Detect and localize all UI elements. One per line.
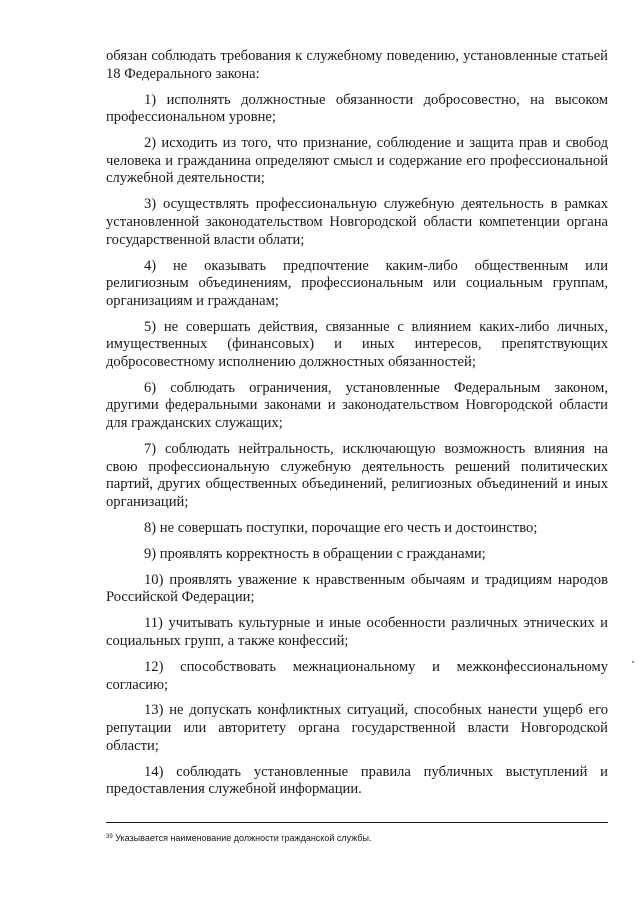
list-item-3: 3) осуществлять профессиональную служебную деятельность в рамках установленной законодательством Новгородской области компетенции органа государственной власти облати; bbox=[106, 196, 608, 248]
footnote-text: Указывается наименование должности гражданской службы. bbox=[115, 833, 372, 843]
list-item-7: 7) соблюдать нейтральность, исключающую возможность влияния на свою профессиональную служебную деятельность решений политических партий, других общественных объединений, религиозных объединений и иных организаций; bbox=[106, 441, 608, 510]
list-item-5: 5) не совершать действия, связанные с влиянием каких-либо личных, имущественных (финансовых) и иных интересов, препятствующих добросовестному исполнению должностных обязанностей; bbox=[106, 318, 608, 370]
footnote bbox=[106, 832, 608, 844]
list-item-9: 9) проявлять корректность в обращении с гражданами; bbox=[144, 545, 486, 562]
list-item-1: 1) исполнять должностные обязанности добросовестно, на высоком профессиональном уровне; bbox=[106, 91, 608, 126]
list-item-11: 11) учитывать культурные и иные особенности различных этнических и социальных групп, а также конфессий; bbox=[106, 615, 608, 649]
list-item-10: 10) проявлять уважение к нравственным обычаям и традициям народов Российской Федерации; bbox=[106, 571, 608, 606]
list-item-13: 13) не допускать конфликтных ситуаций, способных нанести ущерб его репутации или авторитету органа государственной власти Новгородской области; bbox=[106, 702, 608, 754]
document-body bbox=[106, 48, 608, 799]
list-item-14: 14) соблюдать установленные правила публичных выступлений и предоставления служебной информации. bbox=[106, 763, 608, 798]
intro-paragraph: обязан соблюдать требования к служебному поведению, установленные статьей 18 Федерального закона: bbox=[106, 48, 608, 82]
list-item-6: 6) соблюдать ограничения, установленные Федеральным законом, другими федеральными законами и законодательством Новгородской области для гражданских служащих; bbox=[106, 379, 608, 432]
footnote-divider bbox=[106, 822, 608, 823]
list-item-2: 2) исходить из того, что признание, соблюдение и защита прав и свобод человека и гражданина определяют смысл и содержание его профессиональной служебной деятельности; bbox=[106, 135, 608, 187]
list-item-4: 4) не оказывать предпочтение каким-либо общественным или религиозным объединениям, профессиональным или социальным группам, организациям и гражданам; bbox=[106, 257, 608, 309]
footnote-number: 39 bbox=[106, 834, 113, 840]
scan-speck bbox=[632, 661, 634, 663]
list-item-12: 12) способствовать межнациональному и межконфессиональному согласию; bbox=[106, 658, 608, 693]
list-item-8: 8) не совершать поступки, порочащие его честь и достоинство; bbox=[144, 519, 538, 536]
